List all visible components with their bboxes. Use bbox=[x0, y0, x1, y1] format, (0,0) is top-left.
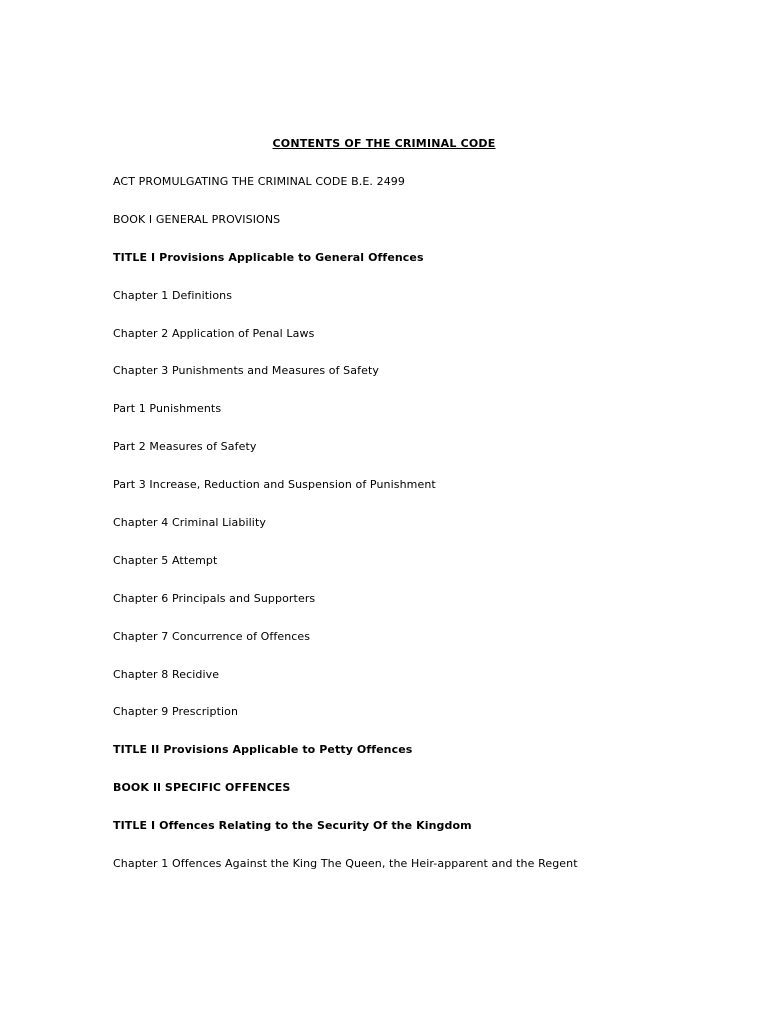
toc-entry: BOOK Il SPECIFIC OFFENCES bbox=[113, 781, 291, 795]
toc-entry: Chapter 1 Offences Against the King The Queen, the Heir-apparent and the Regent bbox=[113, 857, 578, 871]
toc-entry: TITLE II Provisions Applicable to Petty Offences bbox=[113, 743, 413, 757]
toc-entry: Chapter 1 Definitions bbox=[113, 288, 233, 302]
table-of-contents bbox=[113, 174, 578, 894]
toc-entry: BOOK I GENERAL PROVISIONS bbox=[113, 212, 281, 226]
toc-entry: Chapter 6 Principals and Supporters bbox=[113, 591, 316, 605]
toc-entry: Part 2 Measures of Safety bbox=[113, 440, 257, 454]
toc-entry: ACT PROMULGATING THE CRIMINAL CODE B.E. 2499 bbox=[113, 175, 405, 188]
toc-entry: Chapter 3 Punishments and Measures of Safety bbox=[113, 364, 379, 378]
toc-entry: TITLE I Provisions Applicable to General Offences bbox=[113, 250, 424, 264]
document-title: CONTENTS OF THE CRIMINAL CODE bbox=[272, 137, 496, 150]
toc-entry: Chapter 9 Prescription bbox=[113, 705, 239, 719]
toc-entry: Chapter 7 Concurrence of Offences bbox=[113, 629, 311, 643]
toc-entry: Chapter 5 Attempt bbox=[113, 553, 218, 567]
toc-entry: Part 1 Punishments bbox=[113, 402, 222, 416]
toc-entry: Chapter 8 Recidive bbox=[113, 667, 220, 681]
toc-entry: Part 3 Increase, Reduction and Suspension of Punishment bbox=[113, 478, 436, 492]
toc-entry: Chapter 4 Criminal Liability bbox=[113, 516, 266, 530]
toc-entry: Chapter 2 Application of Penal Laws bbox=[113, 326, 315, 340]
toc-entry: TITLE I Offences Relating to the Security Of the Kingdom bbox=[113, 819, 472, 833]
